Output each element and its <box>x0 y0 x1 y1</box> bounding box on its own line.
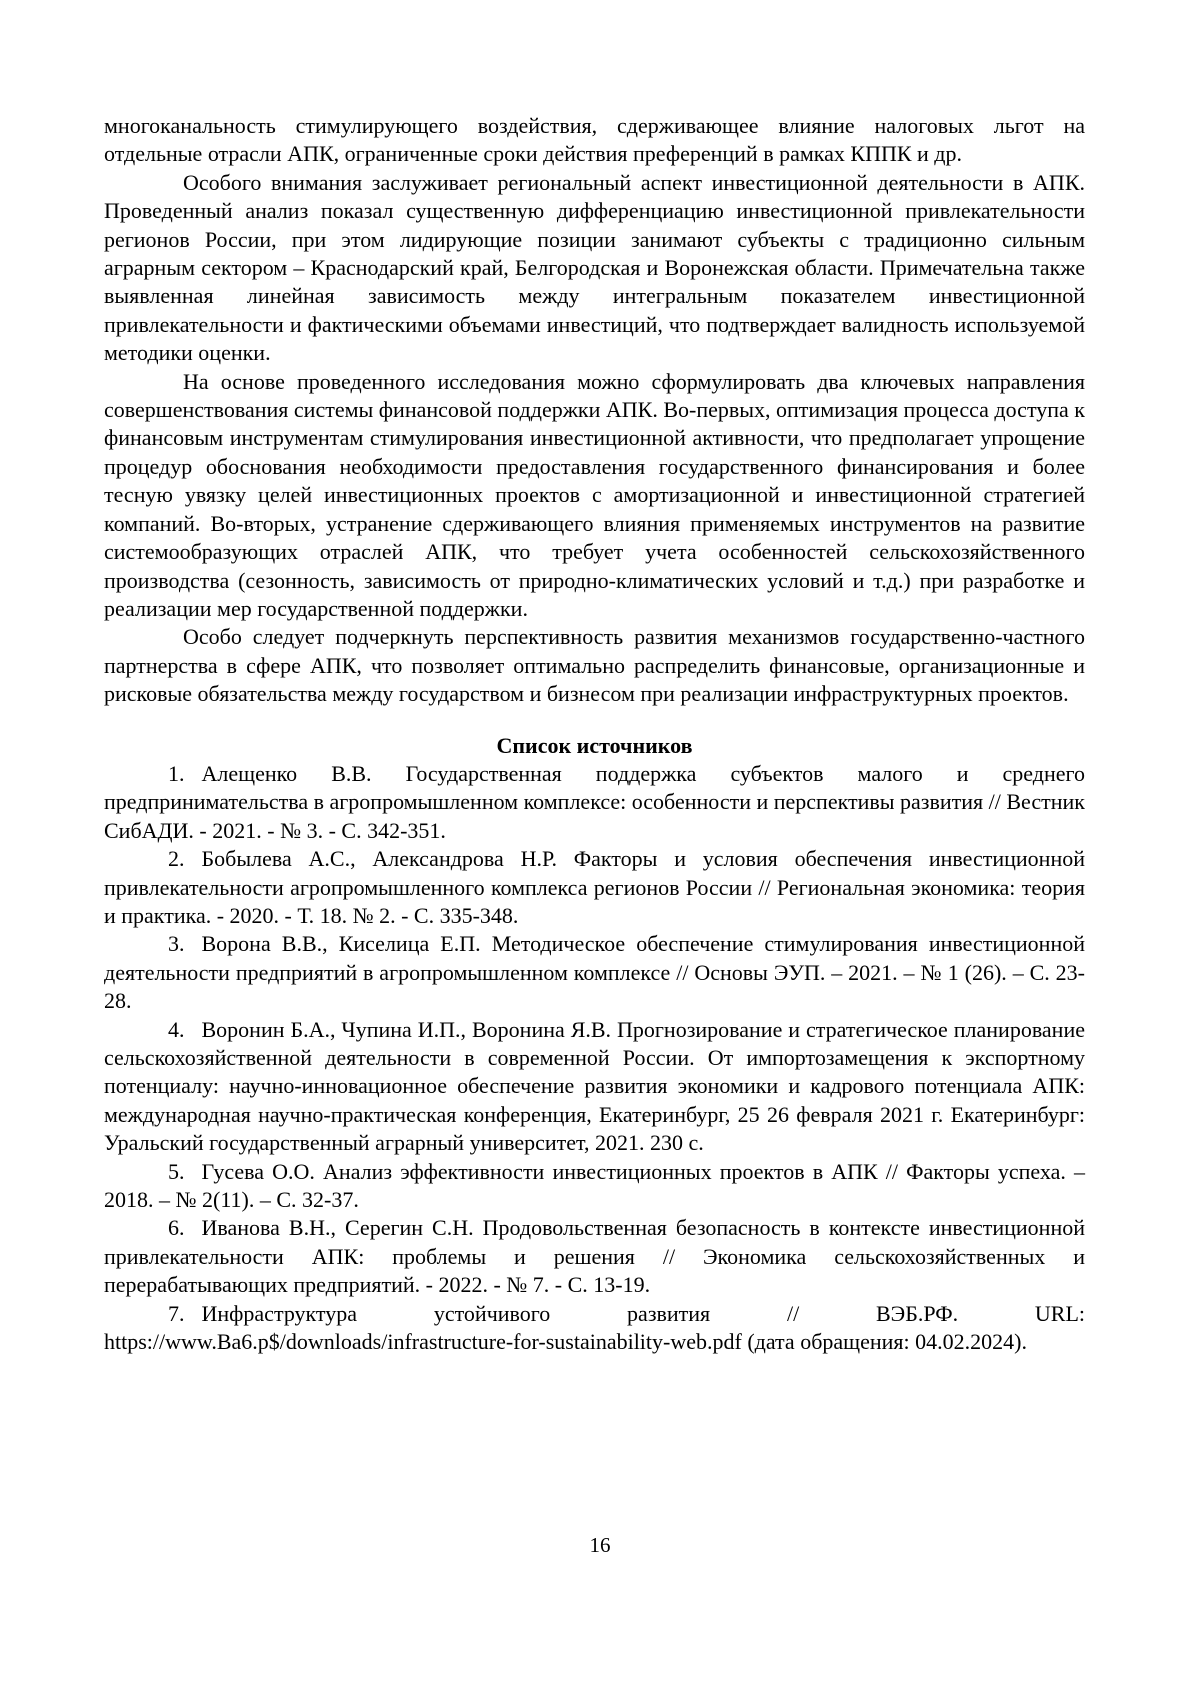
reference-item <box>104 930 1085 1015</box>
reference-number: 4. <box>168 1016 185 1042</box>
sources-heading: Список источников <box>496 732 693 758</box>
reference-text: Алещенко В.В. Государственная поддержка субъектов малого и среднего предпринимательства в агропромышленном комплексе: особенности и перспективы развития // Вестник СибАДИ. - 2021. - № 3. - С. 342-351. <box>104 760 1085 843</box>
reference-item <box>104 1300 1085 1357</box>
body-paragraph: многоканальность стимулирующего воздействия, сдерживающее влияние налоговых льгот на отдельные отрасли АПК, ограниченные сроки действия преференций в рамках КППК и др. <box>104 113 1085 167</box>
reference-item <box>104 1214 1085 1299</box>
body-paragraph: Особого внимания заслуживает региональный аспект инвестиционной деятельности в АПК. Проведенный анализ показал существенную дифференциацию инвестиционной привлекательности регионов России, при этом лидирующие позиции занимают субъекты с традиционно сильным аграрным сектором – Краснодарский край, Белгородская и Воронежская области. Примечательна также выявленная линейная зависимость между интегральным показателем инвестиционной привлекательности и фактическими объемами инвестиций, что подтверждает валидность используемой методики оценки. <box>104 169 1085 366</box>
reference-text: Ворона В.В., Киселица Е.П. Методическое обеспечение стимулирования инвестиционной деятельности предприятий в агропромышленном комплексе // Основы ЭУП. – 2021. – № 1 (26). – С. 23-28. <box>104 931 1085 1014</box>
reference-text: Воронин Б.А., Чупина И.П., Воронина Я.В. Прогнозирование и стратегическое планирование сельскохозяйственной деятельности в современной России. От импортозамещения к экспортному потенциалу: научно-инновационное обеспечение развития экономики и кадрового потенциала АПК: международная научно-практическая конференция, Екатеринбург, 25 26 февраля 2021 г. Екатеринбург: Уральский государственный аграрный университет, 2021. 230 с. <box>104 1016 1085 1156</box>
reference-item <box>104 1016 1085 1158</box>
reference-number: 6. <box>168 1215 185 1241</box>
body-paragraph: Особо следует подчеркнуть перспективность развития механизмов государственно-частного партнерства в сфере АПК, что позволяет оптимально распределить финансовые, организационные и рисковые обязательства между государством и бизнесом при реализации инфраструктурных проектов. <box>104 624 1085 707</box>
page-number: 16 <box>589 1533 611 1557</box>
reference-item <box>104 760 1085 845</box>
page-content <box>104 112 1085 1356</box>
reference-number: 5. <box>168 1158 185 1184</box>
reference-number: 7. <box>168 1300 185 1326</box>
reference-number: 2. <box>168 846 185 872</box>
reference-item <box>104 845 1085 930</box>
reference-text: Инфраструктура устойчивого развития // ВЭБ.РФ. URL: https://www.Ba6.p$/downloads/infrastructure-for-sustainability-web.pdf (дата обращения: 04.02.2024). <box>104 1300 1085 1355</box>
reference-number: 3. <box>168 931 185 957</box>
reference-item <box>104 1158 1085 1215</box>
reference-text: Гусева О.О. Анализ эффективности инвестиционных проектов в АПК // Факторы успеха. – 2018. – № 2(11). – С. 32-37. <box>104 1158 1085 1213</box>
reference-number: 1. <box>168 760 185 786</box>
reference-text: Иванова В.Н., Серегин С.Н. Продовольственная безопасность в контексте инвестиционной привлекательности АПК: проблемы и решения // Экономика сельскохозяйственных и перерабатывающих предприятий. - 2022. - № 7. - С. 13-19. <box>104 1215 1085 1298</box>
body-paragraph: На основе проведенного исследования можно сформулировать два ключевых направления совершенствования системы финансовой поддержки АПК. Во-первых, оптимизация процесса доступа к финансовым инструментам стимулирования инвестиционной активности, что предполагает упрощение процедур обоснования необходимости предоставления государственного финансирования и более тесную увязку целей инвестиционных проектов с амортизационной и инвестиционной стратегией компаний. Во-вторых, устранение сдерживающего влияния применяемых инструментов на развитие системообразующих отраслей АПК, что требует учета особенностей сельскохозяйственного производства (сезонность, зависимость от природно-климатических условий и т.д.) при разработке и реализации мер государственной поддержки. <box>104 368 1085 621</box>
reference-text: Бобылева А.С., Александрова Н.Р. Факторы и условия обеспечения инвестиционной привлекательности агропромышленного комплекса регионов России // Региональная экономика: теория и практика. - 2020. - Т. 18. № 2. - С. 335-348. <box>104 846 1085 928</box>
